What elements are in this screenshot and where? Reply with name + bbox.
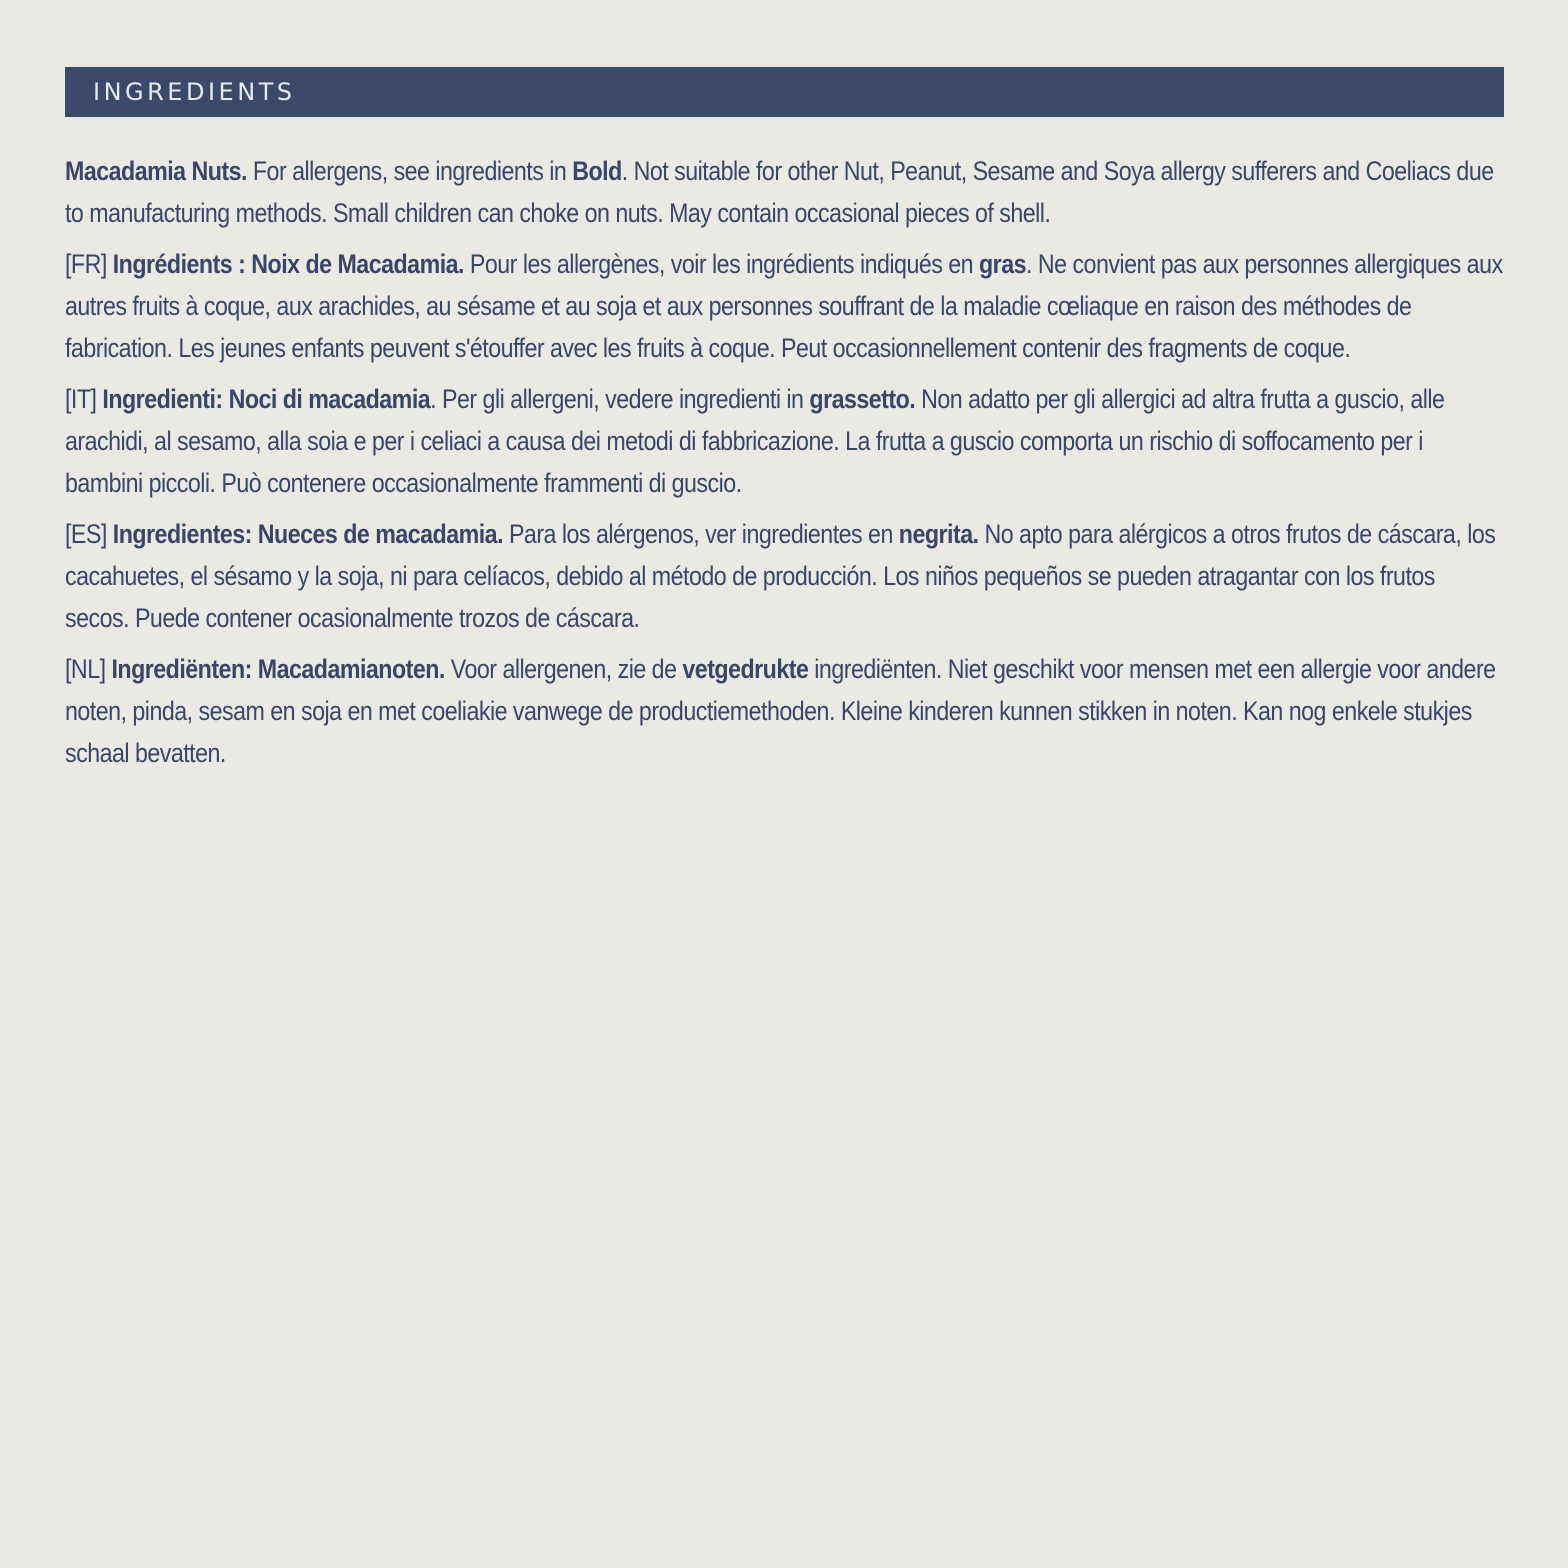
- ingredients-paragraph-en: [65, 150, 1505, 234]
- ingredients-paragraph-fr: [65, 243, 1505, 369]
- text-segment: No apto para alérgicos a otros frutos de cáscara, los cacahuetes, el sésamo y la soja, ni para celíacos, debido al método de producción. Los niños pequeños se pueden atragantar con los frutos secos. Puede contener ocasionalmente trozos de cáscara.: [65, 519, 1496, 633]
- text-segment: . Ne convient pas aux personnes allergiques aux autres fruits à coque, aux arachides, au sésame et au soja et aux personnes souffrant de la maladie cœliaque en raison des méthodes de fabrication. Les jeunes enfants peuvent s'étouffer avec les fruits à coque. Peut occasionnellement contenir des fragments de coque.: [65, 249, 1503, 363]
- ingredients-paragraph-nl: [65, 648, 1505, 774]
- bold-text-segment: grassetto.: [809, 384, 916, 414]
- bold-text-segment: negrita.: [898, 519, 979, 549]
- ingredients-content: [65, 150, 1505, 783]
- bold-text-segment: vetgedrukte: [682, 654, 809, 684]
- bold-text-segment: Ingrédients : Noix de Macadamia.: [112, 249, 464, 279]
- bold-text-segment: gras: [979, 249, 1026, 279]
- ingredients-header-title: INGREDIENTS: [93, 78, 296, 106]
- bold-text-segment: Ingrediënten: Macadamianoten.: [111, 654, 445, 684]
- text-segment: [IT]: [65, 384, 103, 414]
- bold-text-segment: Macadamia Nuts.: [65, 156, 247, 186]
- text-segment: [NL]: [65, 654, 112, 684]
- text-segment: Non adatto per gli allergici ad altra frutta a guscio, alle arachidi, al sesamo, alla soia e per i celiaci a causa dei metodi di fabbricazione. La frutta a guscio comporta un rischio di soffocamento per i bambini piccoli. Può contenere occasionalmente frammenti di guscio.: [65, 384, 1445, 498]
- text-segment: . Per gli allergeni, vedere ingredienti in: [430, 384, 810, 414]
- bold-text-segment: Ingredienti: Noci di macadamia: [102, 384, 431, 414]
- ingredients-header-bar: [65, 67, 1504, 117]
- text-segment: [ES]: [65, 519, 113, 549]
- ingredients-paragraph-es: [65, 513, 1505, 639]
- text-segment: [FR]: [65, 249, 113, 279]
- text-segment: Para los alérgenos, ver ingredientes en: [503, 519, 899, 549]
- text-segment: Voor allergenen, zie de: [444, 654, 683, 684]
- ingredients-paragraph-it: [65, 378, 1505, 504]
- text-segment: Pour les allergènes, voir les ingrédients indiqués en: [463, 249, 980, 279]
- text-segment: . Not suitable for other Nut, Peanut, Sesame and Soya allergy sufferers and Coeliacs due to manufacturing methods. Small children can choke on nuts. May contain occasional pieces of shell.: [65, 156, 1494, 228]
- bold-text-segment: Ingredientes: Nueces de macadamia.: [112, 519, 504, 549]
- text-segment: ingrediënten. Niet geschikt voor mensen met een allergie voor andere noten, pinda, sesam en soja en met coeliakie vanwege de productiemethoden. Kleine kinderen kunnen stikken in noten. Kan nog enkele stukjes schaal bevatten.: [65, 654, 1496, 768]
- text-segment: For allergens, see ingredients in: [246, 156, 573, 186]
- bold-text-segment: Bold: [572, 156, 622, 186]
